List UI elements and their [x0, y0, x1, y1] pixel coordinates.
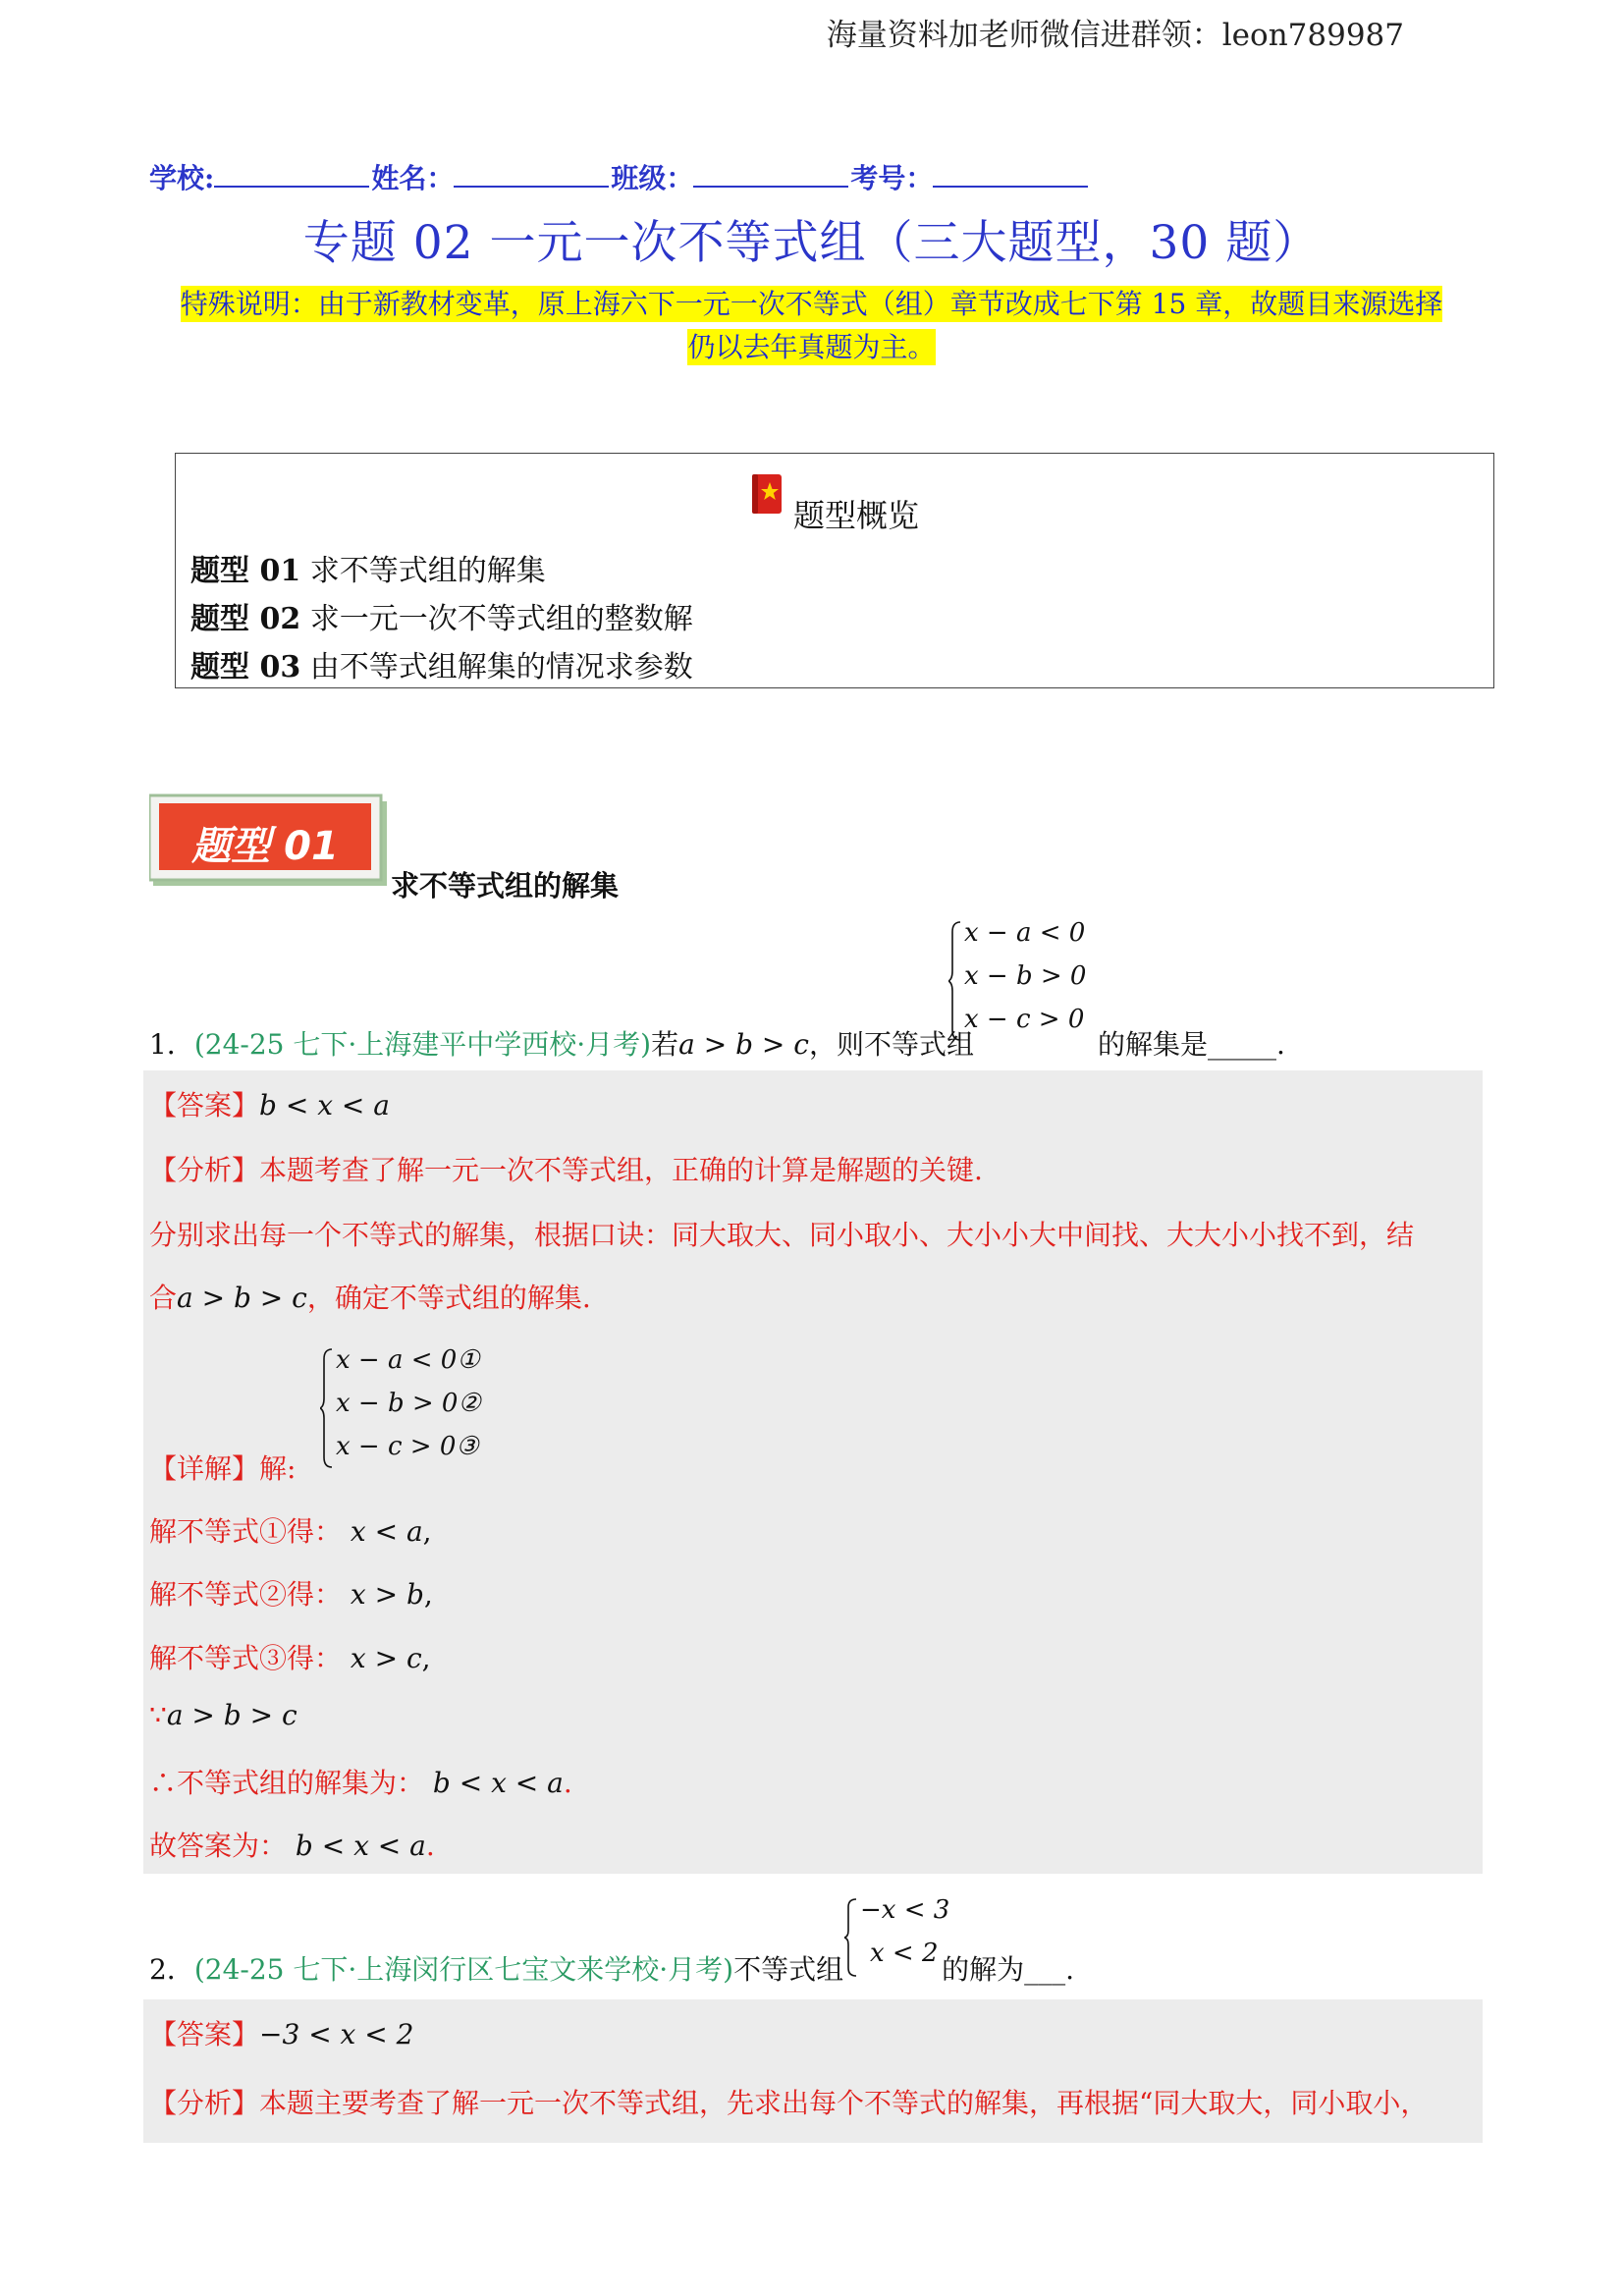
exam-number-label: 考号：	[850, 162, 934, 194]
a2-answer	[149, 2013, 413, 2052]
analysis-label: 【分析】	[149, 2087, 260, 2119]
step-tail: ,	[423, 1578, 433, 1611]
notice-line-1: 特殊说明：由于新教材变革，原上海六下一元一次不等式（组）章节改成七下第 15 章，故题目来源选择	[180, 288, 1443, 320]
a1-step-6	[149, 1825, 435, 1864]
a1-detail-row: x − c > 0③	[336, 1432, 479, 1461]
a1-analysis-3-math: a > b > c	[177, 1282, 307, 1314]
student-info-fields	[149, 157, 1090, 196]
page-title: 专题 02 一元一次不等式组（三大题型，30 题）	[302, 216, 1321, 270]
a2-answer-value: −3 < x < 2	[259, 2018, 414, 2050]
school-label: 学校:	[149, 162, 215, 194]
overview-item-2	[190, 594, 693, 637]
overview-item-3	[190, 642, 693, 685]
a1-detail-row: x − b > 0②	[336, 1389, 481, 1418]
step-text: 故答案为：	[149, 1830, 288, 1862]
q1-system-row: x − a < 0	[964, 918, 1086, 948]
notice-line-2: 仍以去年真题为主。	[687, 331, 936, 363]
a1-answer-value: b < x < a	[259, 1089, 390, 1121]
overview-item-text: 求一元一次不等式组的整数解	[309, 602, 693, 636]
analysis-label: 【分析】	[149, 1154, 260, 1186]
q1-condition: a > b > c	[678, 1028, 809, 1061]
school-blank	[214, 164, 369, 188]
section-caption: 求不等式组的解集	[391, 869, 620, 902]
name-label: 姓名：	[371, 162, 455, 194]
step-math: x < a	[350, 1515, 423, 1548]
step-tail: ,	[421, 1642, 431, 1674]
detail-label: 【详解】	[149, 1452, 260, 1485]
step-tail: ,	[422, 1515, 432, 1548]
q2-number: 2．	[149, 1953, 194, 1986]
question-1	[149, 1023, 1285, 1063]
a1-analysis-3-post: ，确定不等式组的解集.	[306, 1282, 591, 1314]
a2-analysis-text: 本题主要考查了解一元一次不等式组，先求出每个不等式的解集，再根据“同大取大，同小取小，	[259, 2087, 1429, 2119]
q1-post: 的解集是_____.	[1097, 1028, 1285, 1061]
q1-system-row: x − c > 0	[964, 1005, 1085, 1034]
watermark-text: 海量资料加老师微信进群领：leon789987	[826, 18, 1404, 53]
a1-step-1	[149, 1510, 432, 1550]
class-label: 班级：	[611, 162, 694, 194]
overview-item-1	[190, 546, 546, 589]
a1-detail-row: x − a < 0①	[336, 1345, 480, 1375]
overview-item-label: 题型 03	[190, 650, 301, 684]
special-notice	[0, 283, 1623, 369]
class-blank	[693, 164, 848, 188]
a1-analysis	[149, 1149, 983, 1188]
a2-analysis	[149, 2082, 1428, 2121]
overview-item-text: 求不等式组的解集	[309, 554, 546, 588]
name-blank	[454, 164, 609, 188]
a1-detail-pre: 解:	[259, 1452, 297, 1485]
a1-detail-system	[320, 1345, 487, 1473]
a1-analysis-3	[149, 1277, 591, 1316]
q2-post: 的解为___.	[942, 1953, 1075, 1986]
section-badge-label: 题型 01	[191, 824, 339, 869]
q1-system-row: x − b > 0	[964, 961, 1087, 991]
step-tail: .	[563, 1767, 572, 1799]
step-math: x > b	[350, 1578, 424, 1611]
step-text: 解不等式②得：	[149, 1578, 343, 1611]
overview-title: 题型概览	[793, 497, 920, 534]
a1-detail	[149, 1448, 296, 1487]
answer-label: 【答案】	[149, 2018, 260, 2050]
step-text: ∴不等式组的解集为：	[149, 1767, 425, 1799]
step-math: b < x < a	[432, 1767, 564, 1799]
exam-number-blank	[933, 164, 1088, 188]
a1-step-2	[149, 1573, 433, 1613]
step-text: 解不等式①得：	[149, 1515, 343, 1548]
answer-label: 【答案】	[149, 1089, 260, 1121]
step-tail: .	[425, 1830, 435, 1862]
q2-pre: 不等式组	[733, 1953, 844, 1986]
a1-step-5	[149, 1762, 572, 1801]
step-math: x > c	[350, 1642, 422, 1674]
q1-source: (24-25 七下·上海建平中学西校·月考)	[193, 1028, 652, 1061]
step-text: 解不等式③得：	[149, 1642, 343, 1674]
q1-number: 1．	[149, 1028, 194, 1061]
q1-mid: ，则不等式组	[808, 1028, 974, 1061]
q1-pre: 若	[651, 1028, 679, 1061]
overview-item-label: 题型 01	[190, 554, 301, 588]
step-math: b < x < a	[295, 1830, 426, 1862]
question-2	[149, 1948, 1074, 1988]
q2-system-row: −x < 3	[860, 1895, 950, 1925]
section-badge	[149, 792, 387, 886]
q2-system-row: x < 2	[870, 1939, 939, 1968]
a1-analysis-text: 本题考查了解一元一次不等式组，正确的计算是解题的关键.	[259, 1154, 983, 1186]
overview-item-label: 题型 02	[190, 602, 301, 636]
step-text: ∵	[149, 1699, 167, 1731]
step-math: a > b > c	[166, 1699, 298, 1731]
red-book-star-icon	[749, 472, 784, 516]
a1-step-3	[149, 1637, 431, 1676]
overview-item-text: 由不等式组解集的情况求参数	[309, 650, 693, 684]
a1-analysis-2: 分别求出每一个不等式的解集，根据口诀：同大取大、同小取小、大小小大中间找、大大小小找不到，结	[149, 1219, 1415, 1251]
a1-answer	[149, 1084, 390, 1123]
a1-analysis-3-pre: 合	[149, 1282, 178, 1314]
q2-source: (24-25 七下·上海闵行区七宝文来学校·月考)	[193, 1953, 734, 1986]
a1-step-4	[149, 1699, 298, 1731]
